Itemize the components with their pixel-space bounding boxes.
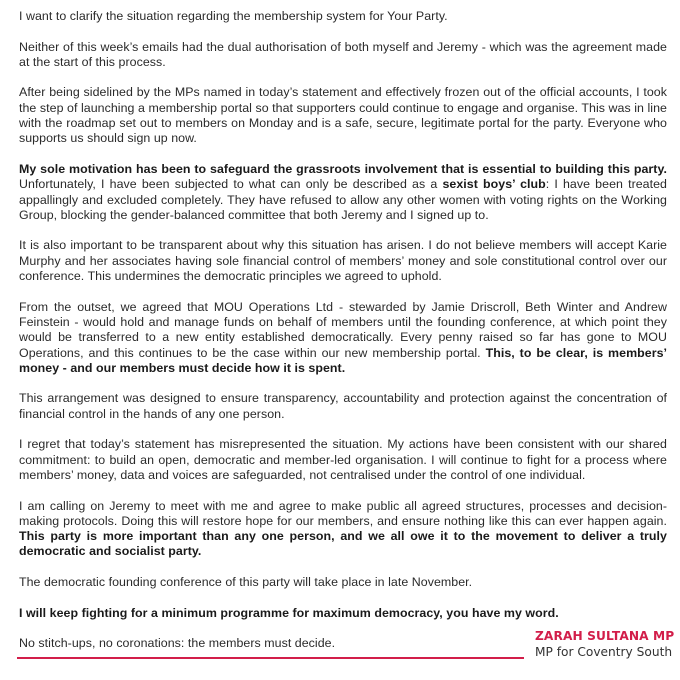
paragraph — [19, 606, 667, 621]
text-segment: It is also important to be transparent about why this situation has arisen. I do not believe members will accept Karie Murphy and her associates having sole financial control of members’ money and sole constitutional control over our conference. This undermines the democratic principles we agreed to uphold. — [19, 238, 667, 284]
paragraph — [19, 162, 667, 223]
bold-text-segment: This party is more important than any one person, and we all owe it to the movement to deliver a truly democratic and socialist party. — [19, 529, 667, 559]
bold-text-segment: This, to be clear, is members’ money - and our members must decide how it is spent. — [19, 345, 667, 375]
signature-block — [535, 628, 674, 660]
signature-name: ZARAH SULTANA MP — [535, 629, 675, 643]
paragraph — [19, 499, 667, 560]
bold-text-segment: My sole motivation has been to safeguard the grassroots involvement that is essential to building this party. — [19, 161, 667, 176]
statement-body — [19, 9, 667, 667]
text-segment: After being sidelined by the MPs named in today’s statement and effectively frozen out of the official accounts, I took the step of launching a membership portal so that supporters could continue to engage and organise. This was in line with the roadmap set out to members on Monday and is a safe, secure, legitimate portal for the party. Everyone who supports us should sign up now. — [19, 85, 667, 146]
bold-text-segment: I will keep fighting for a minimum programme for maximum democracy, you have my word. — [19, 605, 559, 620]
text-segment: From the outset, we agreed that MOU Operations Ltd - stewarded by Jamie Driscroll, Beth Winter and Andrew Feinstein - would hold and manage funds on behalf of members until the founding conference, at which point they would be transferred to a new entity established democratically. Every penny raised so far has gone to MOU Operations, and this continues to be the case within our new membership portal. — [19, 299, 667, 360]
text-segment: I am calling on Jeremy to meet with me and agree to make public all agreed structures, processes and decision-making protocols. Doing this will restore hope for our members, and ensure nothing like this can ever happen again. — [19, 498, 667, 528]
paragraph — [19, 437, 667, 483]
signature-title: MP for Coventry South — [535, 645, 673, 659]
text-segment: This arrangement was designed to ensure transparency, accountability and protection against the concentration of financial control in the hands of any one person. — [19, 391, 667, 421]
paragraph — [19, 85, 667, 146]
bold-text-segment: sexist boys’ club — [442, 177, 546, 192]
signature-divider-line — [17, 657, 524, 659]
paragraph — [19, 40, 667, 71]
text-segment: No stitch-ups, no coronations: the members must decide. — [19, 636, 336, 651]
text-segment: : I have been treated appallingly and excluded completely. They have refused to allow any other women with voting rights on the Working Group, blocking the gender-balanced committee that both Jeremy and I signed up to. — [19, 177, 668, 222]
text-segment: Unfortunately, I have been subjected to what can only be described as a — [19, 177, 443, 192]
paragraph — [19, 391, 667, 422]
text-segment: Neither of this week’s emails had the dual authorisation of both myself and Jeremy - which was the agreement made at the start of this process. — [19, 39, 667, 69]
paragraph — [19, 238, 667, 284]
text-segment: I want to clarify the situation regarding the membership system for Your Party. — [19, 9, 448, 23]
paragraph — [19, 300, 667, 376]
paragraph — [19, 575, 667, 590]
text-segment: I regret that today’s statement has misrepresented the situation. My actions have been consistent with our shared commitment: to build an open, democratic and member-led organisation. I will continue to fight for a process where members’ money, data and voices are safeguarded, not centralised under the control of one individual. — [19, 437, 667, 482]
paragraph — [19, 9, 667, 24]
text-segment: The democratic founding conference of this party will take place in late November. — [19, 574, 473, 589]
